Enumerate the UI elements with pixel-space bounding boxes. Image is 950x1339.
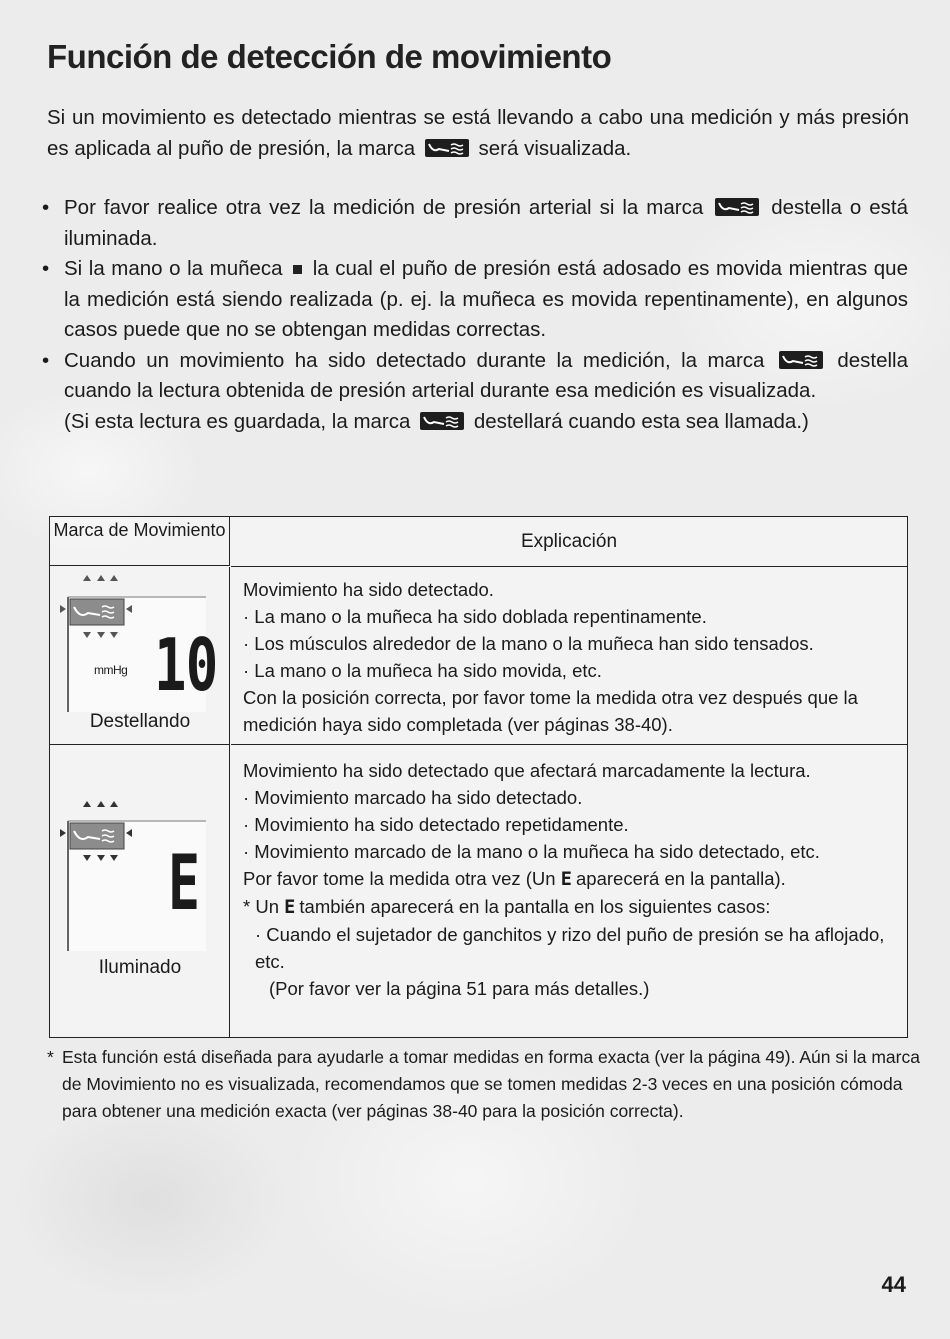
explanation-text: también aparecerá en la pantalla en los siguientes casos: <box>299 896 771 917</box>
explanation-text: Por favor tome la medida otra vez (Un <box>243 868 556 889</box>
motion-mark-icon <box>779 351 823 369</box>
bullet-dot: • <box>42 348 50 372</box>
explanation-line: · La mano o la muñeca ha sido doblada repentinamente. <box>243 606 707 627</box>
explanation-illuminated-text <box>243 757 897 1002</box>
header-explanation: Explicación <box>231 517 907 567</box>
motion-mark-icon <box>715 198 759 216</box>
explanation-line: · Cuando el sujetador de ganchitos y rizo del puño de presión se ha aflojado, etc. <box>255 924 885 972</box>
explanation-line: Movimiento ha sido detectado que afectará marcadamente la lectura. <box>243 760 811 781</box>
explanation-line: · Movimiento marcado ha sido detectado. <box>243 787 583 808</box>
lcd-flashing-cell <box>50 567 230 745</box>
intro-text-before: Si un movimiento es detectado mientras se está llevando a cabo una medición y más presión es aplicada al puño de presión, la marca <box>47 106 909 160</box>
footnote <box>47 1044 922 1125</box>
lcd-flashing-label: Destellando <box>89 711 191 732</box>
motion-mark-icon <box>420 412 464 430</box>
error-e-glyph: E <box>284 897 295 918</box>
bullet-text: Cuando un movimiento ha sido detectado durante la medición, la marca <box>64 348 765 372</box>
wrist-square-icon <box>293 265 302 274</box>
explanation-flashing-text <box>243 576 897 738</box>
bullet-item <box>42 254 908 346</box>
bullet-text: la cual el puño de presión está adosado es movida mientras que la medición está siendo realizada (p. ej. la muñeca es movida repentinamente), en algunos casos puede que no se obtengan medidas correctas. <box>64 257 908 341</box>
explanation-flashing-cell <box>231 567 907 745</box>
intro-paragraph <box>47 102 909 164</box>
footnote-star: * <box>47 1047 54 1067</box>
explanation-line: · Movimiento ha sido detectado repetidamente. <box>243 814 629 835</box>
explanation-line: · La mano o la muñeca ha sido movida, etc. <box>243 660 602 681</box>
bullet-dot: • <box>42 196 50 219</box>
lcd-value: E <box>168 838 200 927</box>
explanation-line: · Movimiento marcado de la mano o la muñeca ha sido detectado, etc. <box>243 841 820 862</box>
explanation-line <box>243 865 897 893</box>
bullet-dot: • <box>42 257 50 280</box>
lcd-unit: mmHg <box>94 663 128 677</box>
bullet-text: Por favor realice otra vez la medición de presión arterial si la marca <box>64 196 704 219</box>
explanation-line: · Los músculos alrededor de la mano o la muñeca han sido tensados. <box>243 633 814 654</box>
lcd-illuminated-label: Iluminado <box>98 957 182 978</box>
motion-mark-table <box>49 516 908 1038</box>
explanation-illuminated-cell <box>231 745 907 1037</box>
explanation-text: * Un <box>243 896 279 917</box>
page-title: Función de detección de movimiento <box>47 38 612 75</box>
bullet-text: destella o está iluminada. <box>64 196 908 250</box>
motion-mark-icon <box>425 139 469 157</box>
footnote-text: Esta función está diseñada para ayudarle a tomar medidas en forma exacta (ver la página 49). Aún si la marca de Movimiento no es visualizada, recomendamos que se tomen medidas 2-3 veces en una posición cómoda para obtener una medición exacta (ver páginas 38-40 para la posición correcta). <box>62 1047 920 1121</box>
bullet-text: destella cuando la lectura obtenida de presión arterial durante esa medición es visualizada. <box>64 348 909 402</box>
explanation-line: Con la posición correcta, por favor tome la medida otra vez después que la medición haya sido completada (ver páginas 38-40). <box>243 687 858 735</box>
bullet-item <box>42 193 908 254</box>
bullet-text: (Si esta lectura es guardada, la marca <box>64 409 411 433</box>
error-e-glyph: E <box>560 869 571 890</box>
explanation-line: (Por favor ver la página 51 para más detalles.) <box>269 978 650 999</box>
explanation-text: aparecerá en la pantalla). <box>576 868 786 889</box>
bullet-list <box>42 193 908 437</box>
explanation-line: Movimiento ha sido detectado. <box>243 579 494 600</box>
explanation-line <box>243 893 897 921</box>
bullet-item <box>42 346 908 438</box>
header-motion-mark: Marca de Movimiento <box>50 517 230 566</box>
page-number: 44 <box>881 1272 906 1297</box>
bullet-text: destellará cuando esta sea llamada.) <box>473 409 809 433</box>
bullet-text: Si la mano o la muñeca <box>64 257 283 280</box>
lcd-value: 10 <box>154 623 218 707</box>
lcd-illuminated-cell <box>50 745 230 1037</box>
intro-text-after: será visualizada. <box>478 137 632 160</box>
